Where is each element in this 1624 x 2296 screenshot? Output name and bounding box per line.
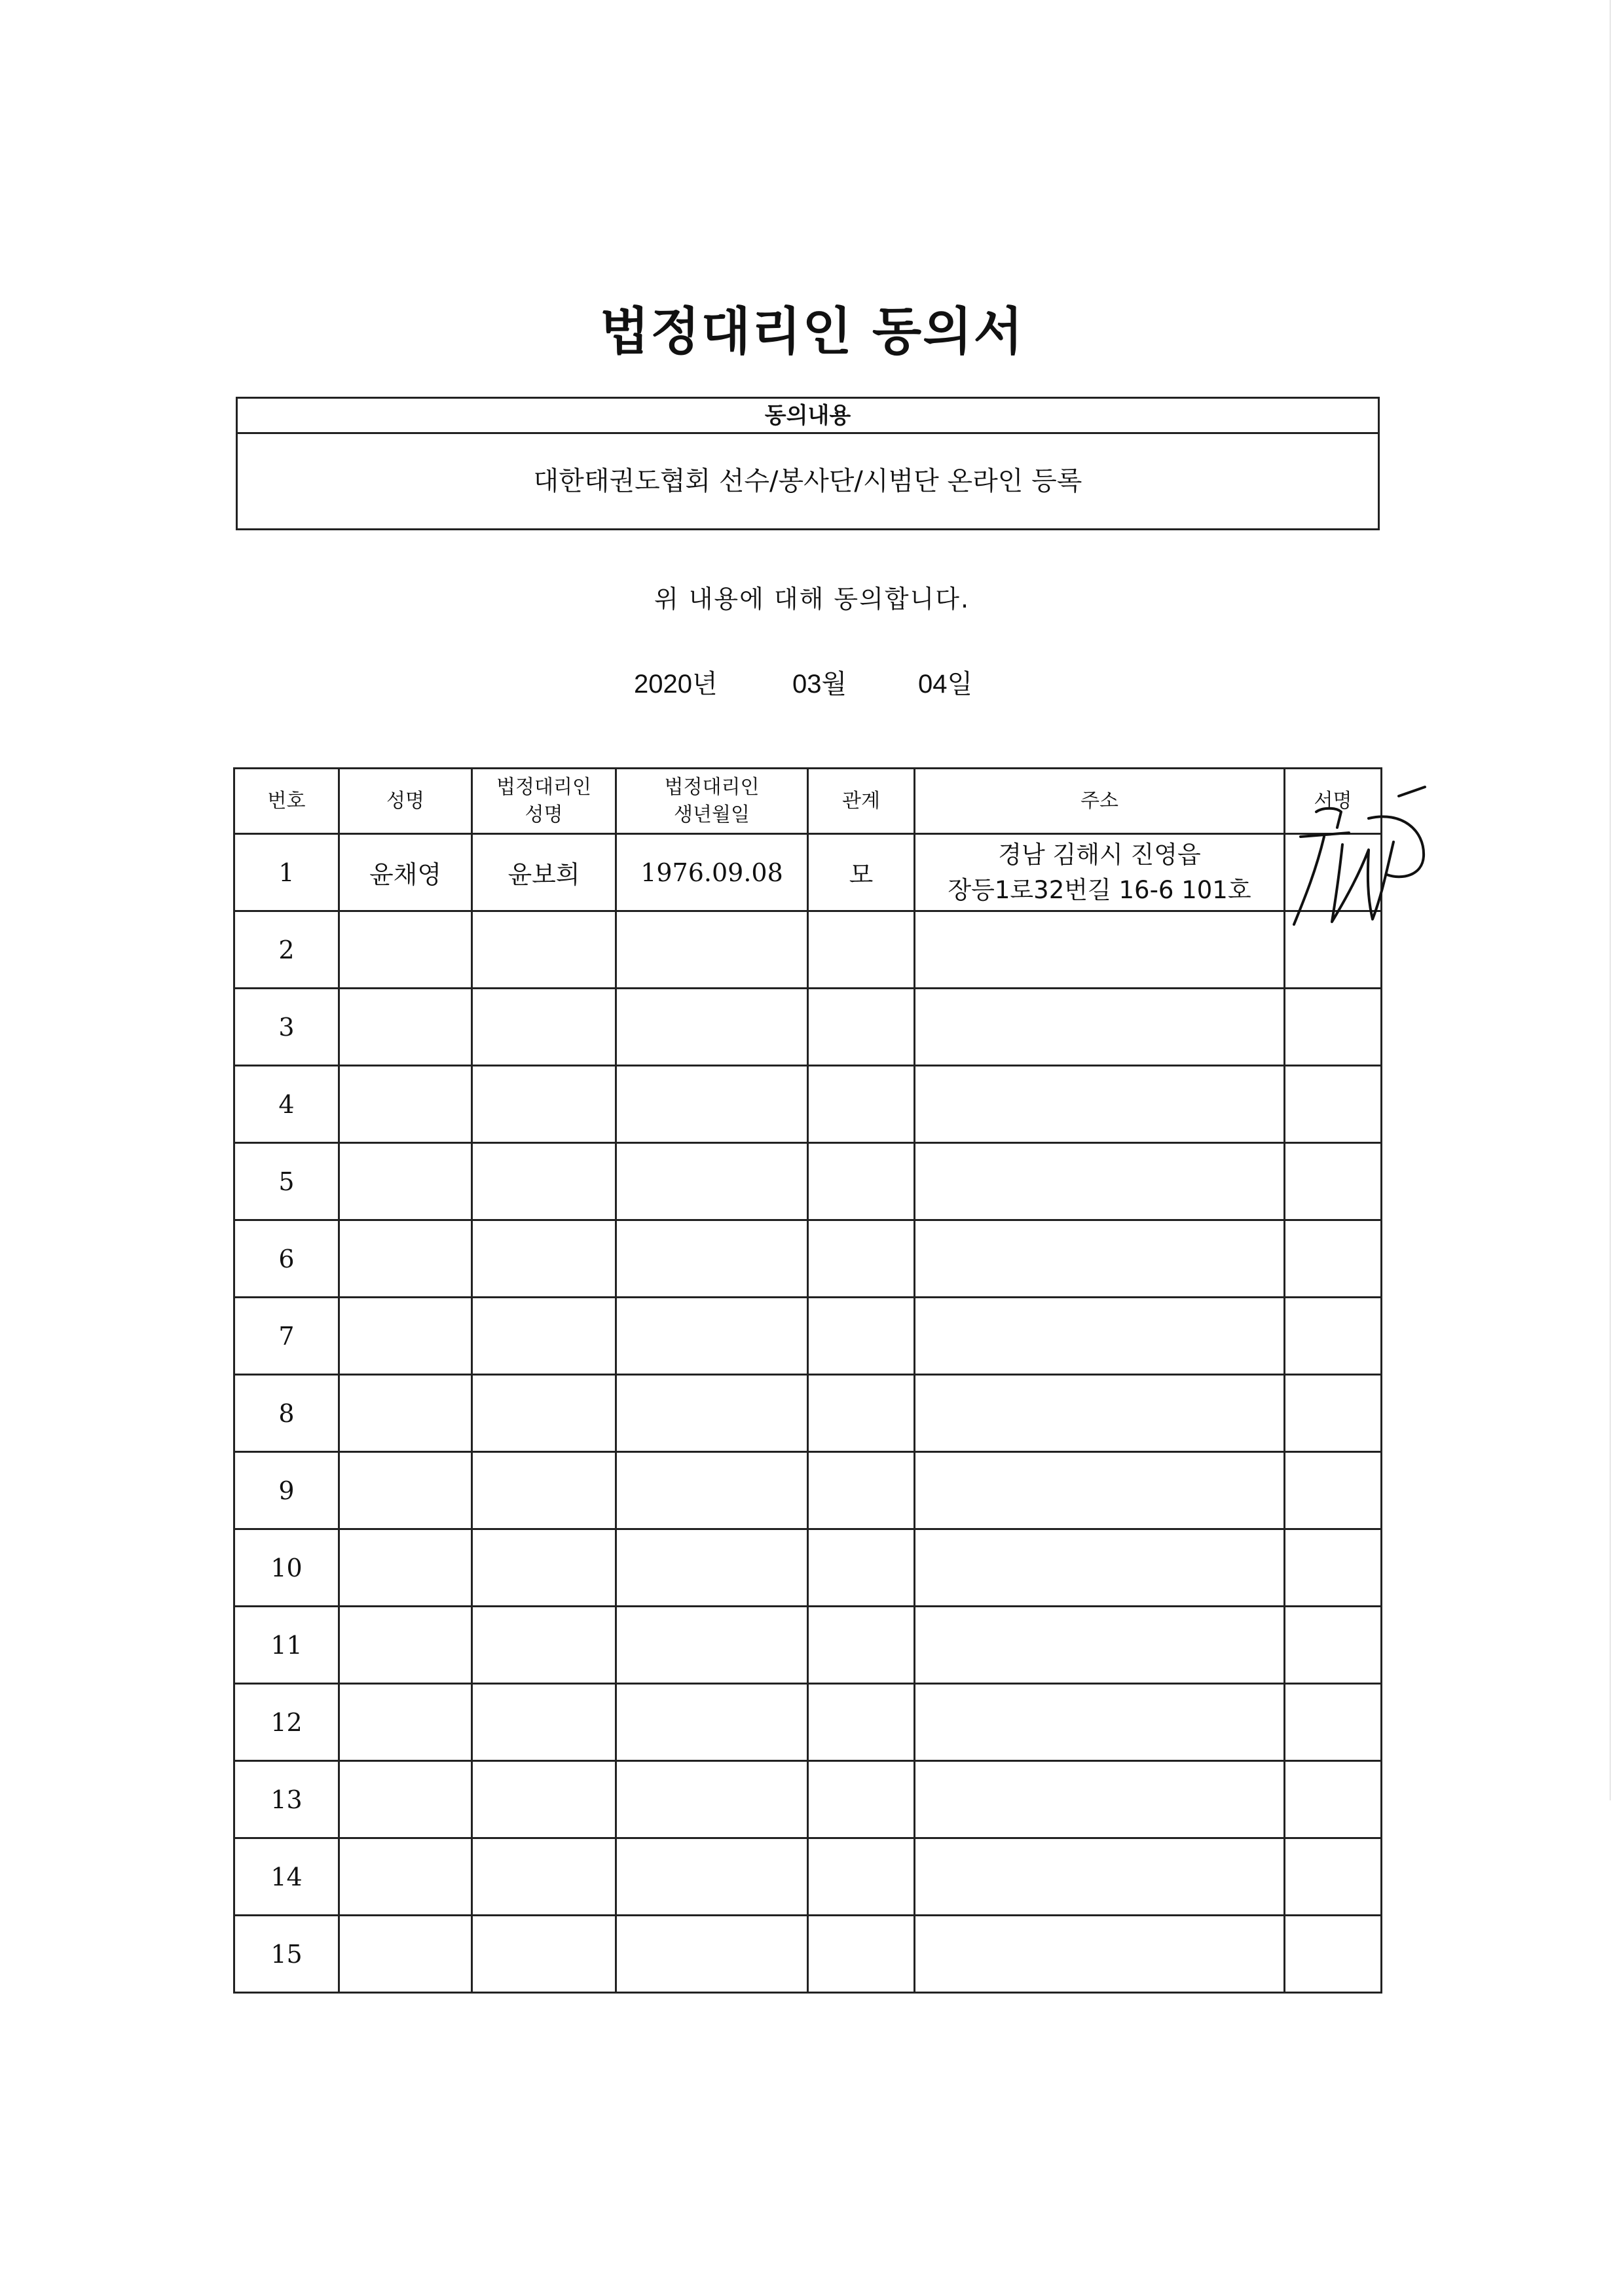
consent-header: 동의내용 [238, 399, 1378, 434]
cell-name [339, 1838, 472, 1916]
cell-rep-name [472, 1529, 616, 1607]
cell-address-line2: 장등1로32번길 16-6 101호 [948, 875, 1251, 904]
cell-address [915, 1529, 1285, 1607]
cell-rep-name [472, 1220, 616, 1298]
header-rep-birth-line1: 법정대리인 [664, 775, 760, 799]
table-row [234, 1607, 1382, 1684]
cell-number: 11 [234, 1607, 339, 1684]
cell-address [915, 1607, 1285, 1684]
cell-address [915, 1375, 1285, 1452]
cell-relation [808, 1066, 915, 1143]
cell-name [339, 1375, 472, 1452]
cell-rep-name [472, 1607, 616, 1684]
cell-birth [616, 1066, 808, 1143]
page-edge-line [1610, 0, 1611, 1800]
cell-signature [1285, 1916, 1382, 1993]
cell-address [915, 989, 1285, 1066]
table-row [234, 911, 1382, 989]
cell-birth [616, 1452, 808, 1529]
cell-rep-name [472, 911, 616, 989]
cell-relation [808, 1916, 915, 1993]
cell-address [915, 1916, 1285, 1993]
header-address: 주소 [915, 769, 1285, 834]
cell-address [915, 1143, 1285, 1220]
cell-address [915, 1684, 1285, 1761]
cell-rep-name [472, 989, 616, 1066]
cell-relation [808, 1220, 915, 1298]
cell-signature [1285, 1761, 1382, 1838]
cell-address [915, 1220, 1285, 1298]
cell-signature [1285, 1220, 1382, 1298]
table-row [234, 1220, 1382, 1298]
table-row [234, 1066, 1382, 1143]
cell-birth [616, 1916, 808, 1993]
cell-relation [808, 1684, 915, 1761]
cell-name [339, 1066, 472, 1143]
header-rep-birth [616, 769, 808, 834]
cell-number: 13 [234, 1761, 339, 1838]
cell-rep-name [472, 1375, 616, 1452]
header-rep-name-line1: 법정대리인 [496, 775, 591, 799]
table-row [234, 989, 1382, 1066]
cell-address-line1: 경남 김해시 진영읍 [998, 840, 1201, 869]
header-number: 번호 [234, 769, 339, 834]
cell-rep-name [472, 1684, 616, 1761]
cell-signature [1285, 1452, 1382, 1529]
cell-number: 1 [234, 834, 339, 911]
cell-number: 7 [234, 1298, 339, 1375]
cell-rep-name [472, 1761, 616, 1838]
header-rep-name-line2: 성명 [525, 803, 563, 826]
cell-name [339, 1220, 472, 1298]
cell-name [339, 1529, 472, 1607]
cell-birth [616, 1607, 808, 1684]
cell-signature [1285, 989, 1382, 1066]
header-signature: 서명 [1285, 769, 1382, 834]
signature-mark [1277, 784, 1434, 941]
cell-relation [808, 1607, 915, 1684]
cell-name [339, 1607, 472, 1684]
cell-number: 6 [234, 1220, 339, 1298]
table-row [234, 1916, 1382, 1993]
cell-birth: 1976.09.08 [616, 834, 808, 911]
cell-address [915, 911, 1285, 989]
cell-birth [616, 1298, 808, 1375]
cell-name [339, 1452, 472, 1529]
cell-number: 15 [234, 1916, 339, 1993]
table-row [234, 834, 1382, 911]
cell-rep-name [472, 1298, 616, 1375]
cell-relation [808, 1838, 915, 1916]
cell-relation: 모 [808, 834, 915, 911]
table-row [234, 1684, 1382, 1761]
table-row [234, 1452, 1382, 1529]
cell-signature [1285, 1607, 1382, 1684]
cell-number: 10 [234, 1529, 339, 1607]
cell-signature [1285, 1684, 1382, 1761]
cell-birth [616, 1375, 808, 1452]
cell-address [915, 1838, 1285, 1916]
header-name: 성명 [339, 769, 472, 834]
table-row [234, 1298, 1382, 1375]
cell-number: 14 [234, 1838, 339, 1916]
cell-number: 9 [234, 1452, 339, 1529]
cell-name [339, 1684, 472, 1761]
cell-signature [1285, 1529, 1382, 1607]
header-rep-birth-line2: 생년월일 [674, 803, 750, 826]
cell-rep-name [472, 1143, 616, 1220]
cell-relation [808, 1529, 915, 1607]
cell-signature [1285, 1143, 1382, 1220]
table-row [234, 1529, 1382, 1607]
table-body [234, 834, 1382, 1993]
header-rep-name [472, 769, 616, 834]
cell-name [339, 1916, 472, 1993]
cell-number: 4 [234, 1066, 339, 1143]
cell-birth [616, 1143, 808, 1220]
cell-name [339, 989, 472, 1066]
cell-birth [616, 1838, 808, 1916]
table-row [234, 1838, 1382, 1916]
cell-name: 윤채영 [339, 834, 472, 911]
consent-content: 대한태권도협회 선수/봉사단/시범단 온라인 등록 [533, 466, 1082, 496]
cell-birth [616, 1761, 808, 1838]
cell-address [915, 1761, 1285, 1838]
cell-name [339, 1761, 472, 1838]
cell-number: 12 [234, 1684, 339, 1761]
cell-number: 8 [234, 1375, 339, 1452]
cell-signature [1285, 1375, 1382, 1452]
document-title: 법정대리인 동의서 [600, 302, 1024, 362]
cell-signature [1285, 1298, 1382, 1375]
cell-rep-name [472, 1066, 616, 1143]
guardian-table [233, 767, 1382, 1994]
cell-birth [616, 911, 808, 989]
cell-name [339, 1298, 472, 1375]
cell-birth [616, 1529, 808, 1607]
cell-name [339, 911, 472, 989]
cell-birth [616, 1684, 808, 1761]
cell-relation [808, 1143, 915, 1220]
date-year: 2020년 [634, 670, 718, 699]
table-row [234, 1761, 1382, 1838]
cell-relation [808, 1761, 915, 1838]
cell-rep-name: 윤보희 [472, 834, 616, 911]
cell-number: 2 [234, 911, 339, 989]
date-month: 03월 [792, 670, 847, 699]
cell-address [915, 1066, 1285, 1143]
cell-relation [808, 1452, 915, 1529]
cell-relation [808, 989, 915, 1066]
date-day: 04일 [918, 670, 973, 699]
cell-number: 3 [234, 989, 339, 1066]
agreement-statement: 위 내용에 대해 동의합니다. [654, 585, 970, 613]
cell-signature [1285, 1838, 1382, 1916]
cell-rep-name [472, 1916, 616, 1993]
consent-box [236, 397, 1380, 530]
cell-rep-name [472, 1452, 616, 1529]
cell-name [339, 1143, 472, 1220]
cell-address [915, 1298, 1285, 1375]
header-relation: 관계 [808, 769, 915, 834]
table-row [234, 1143, 1382, 1220]
cell-address [915, 834, 1285, 911]
cell-birth [616, 989, 808, 1066]
cell-signature [1285, 1066, 1382, 1143]
cell-relation [808, 911, 915, 989]
table-header-row [234, 769, 1382, 834]
cell-relation [808, 1375, 915, 1452]
cell-rep-name [472, 1838, 616, 1916]
cell-relation [808, 1298, 915, 1375]
cell-birth [616, 1220, 808, 1298]
table-row [234, 1375, 1382, 1452]
cell-address [915, 1452, 1285, 1529]
cell-number: 5 [234, 1143, 339, 1220]
